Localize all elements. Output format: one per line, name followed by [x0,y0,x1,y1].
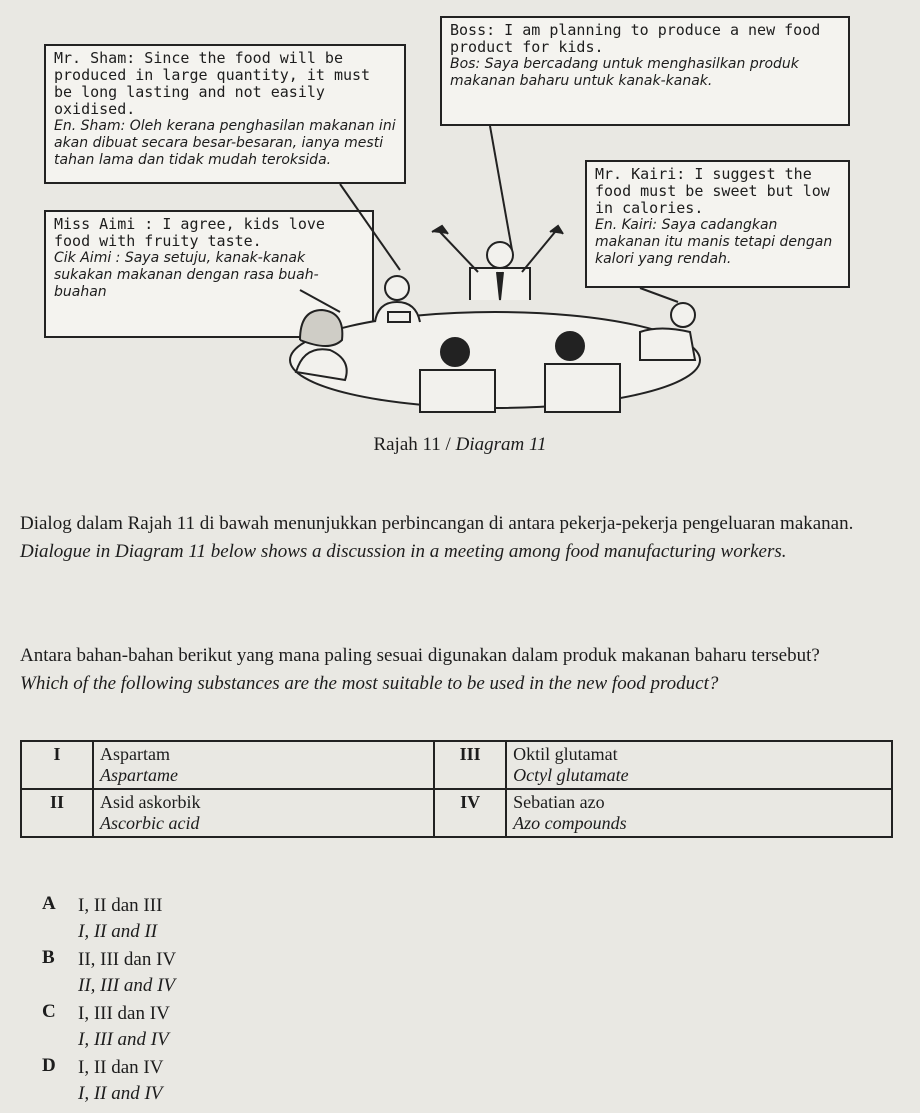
option-cell [93,741,434,789]
question-paragraph [20,642,900,698]
options-table [20,740,893,838]
answer-letter: B [42,947,55,968]
kairi-speech-my: En. Kairi: Saya cadangkan makanan itu manis tetapi dengan kalori yang rendah. [595,217,833,267]
option-number: IV [434,789,506,837]
diagram-caption-my: Rajah 11 / [373,434,456,455]
intro-my: Dialog dalam Rajah 11 di bawah menunjukkan perbincangan di antara pekerja-pekerja pengeluaran makanan. [20,513,854,534]
boss-speech-en: Boss: I am planning to produce a new food product for kids. [450,21,821,56]
kairi-figure [640,303,695,360]
aimi-speech-en: Miss Aimi : I agree, kids love food with fruity taste. [54,215,325,250]
answer-en: I, II and II [78,921,158,942]
sham-speech-en: Mr. Sham: Since the food will be produced in large quantity, it must be long lasting and not easily oxidised. [54,49,371,118]
aimi-speech-my: Cik Aimi : Saya setuju, kanak-kanak sukakan makanan dengan rasa buah-buahan [54,250,319,300]
option-number: II [21,789,93,837]
answer-text [78,1001,170,1053]
answer-en: II, III and IV [78,975,176,996]
option-number: I [21,741,93,789]
option-cell [93,789,434,837]
intro-paragraph [20,510,900,566]
answer-choice-d[interactable] [42,1055,176,1107]
answer-en: I, III and IV [78,1029,169,1050]
answer-text [78,1055,163,1107]
option-my: Aspartam [100,744,170,764]
boss-figure [432,226,563,300]
option-en: Aspartame [100,765,178,785]
option-en: Ascorbic acid [100,813,200,833]
answer-my: I, III dan IV [78,1003,170,1024]
option-my: Sebatian azo [513,792,605,812]
diagram-caption [0,434,920,456]
question-en: Which of the following substances are the most suitable to be used in the new food product? [20,673,719,694]
boss-speech-my: Bos: Saya bercadang untuk menghasilkan produk makanan baharu untuk kanak-kanak. [450,56,799,89]
kairi-speech-en: Mr. Kairi: I suggest the food must be sweet but low in calories. [595,165,830,217]
option-my: Oktil glutamat [513,744,618,764]
question-my: Antara bahan-bahan berikut yang mana paling sesuai digunakan dalam produk makanan baharu tersebut? [20,645,820,666]
option-my: Asid askorbik [100,792,201,812]
sham-figure [375,276,420,322]
aimi-pointer [300,290,340,312]
answer-text [78,947,176,999]
answer-letter: A [42,893,56,914]
option-cell [506,789,892,837]
answer-choice-a[interactable] [42,893,176,945]
answer-my: I, II dan IV [78,1057,164,1078]
option-cell [506,741,892,789]
answer-my: II, III dan IV [78,949,177,970]
option-en: Octyl glutamate [513,765,629,785]
answer-text [78,893,162,945]
intro-en: Dialogue in Diagram 11 below shows a discussion in a meeting among food manufacturing workers. [20,541,787,562]
options-row [21,789,892,837]
answer-en: I, II and IV [78,1083,163,1104]
diagram-caption-en: Diagram 11 [455,434,547,455]
kairi-pointer [640,288,678,302]
option-number: III [434,741,506,789]
answer-letter: C [42,1001,56,1022]
answer-letter: D [42,1055,56,1076]
option-en: Azo compounds [513,813,627,833]
boss-pointer [490,126,512,250]
answer-choice-c[interactable] [42,1001,176,1053]
answer-choice-b[interactable] [42,947,176,999]
answer-my: I, II dan III [78,895,163,916]
meeting-illustration [0,0,920,430]
options-row [21,741,892,789]
sham-speech-my: En. Sham: Oleh kerana penghasilan makanan ini akan dibuat secara besar-besaran, ianya mesti tahan lama dan tidak mudah teroksida. [54,118,396,168]
answer-choices [42,893,176,1109]
sham-pointer [340,184,400,270]
